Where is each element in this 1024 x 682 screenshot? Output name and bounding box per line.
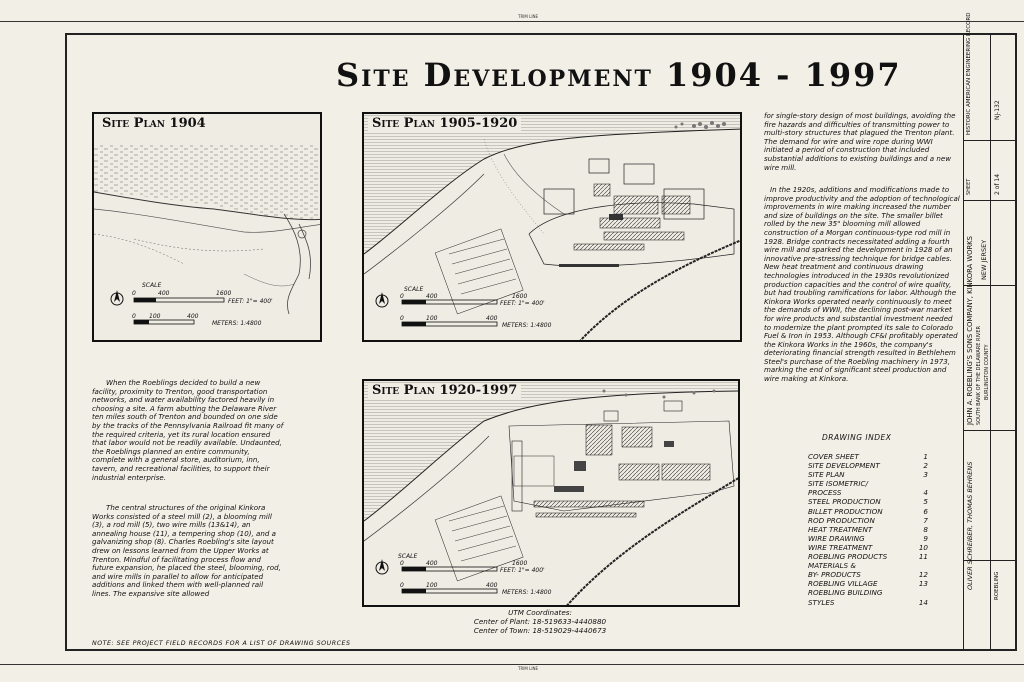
site-plan-1904-panel (92, 112, 322, 342)
feet-tick-0: 0 (132, 290, 136, 297)
drawing-index-row (808, 588, 928, 597)
drawing-index-name: WIRE TREATMENT (808, 542, 873, 552)
feet-tick-1600: 1600 (216, 290, 232, 297)
scale-label: SCALE (404, 286, 424, 293)
drawing-index-list (808, 452, 928, 607)
drawing-index-name: MATERIALS & (808, 561, 857, 571)
drawing-index-name: SITE PLAN (808, 470, 845, 480)
drawing-index-number: 9 (923, 533, 928, 543)
drawing-index-name: PROCESS (808, 488, 842, 498)
meter-scale-label: METERS: 1:4800 (502, 589, 552, 596)
meter-tick-100: 100 (426, 315, 438, 322)
drawing-sources-note: NOTE: SEE PROJECT FIELD RECORDS FOR A LIST OF DRAWING SOURCES (92, 640, 351, 647)
drawing-index-number: 7 (923, 515, 928, 525)
drawing-index-row (808, 488, 928, 497)
survey-number: NJ-132 (994, 100, 1001, 120)
drawing-index-number: 10 (918, 542, 928, 552)
drawing-index-name: BY- PRODUCTS (808, 570, 861, 580)
drawing-index-row (808, 479, 928, 488)
meter-tick-400: 400 (486, 315, 498, 322)
drawing-index-number: 5 (923, 497, 928, 507)
drawing-index-name: BILLET PRODUCTION (808, 506, 883, 516)
drawing-index-row (808, 507, 928, 516)
drawing-index-number: 13 (918, 579, 928, 589)
feet-scale-label: FEET: 1"= 400' (500, 567, 545, 574)
drawing-index-number: 8 (923, 524, 928, 534)
bottom-trim-label: TRIM LINE (518, 666, 539, 671)
drawing-index-name: SITE ISOMETRIC/ (808, 479, 868, 489)
drawing-index-row (808, 598, 928, 607)
drawing-index-name: STEEL PRODUCTION (808, 497, 881, 507)
drawing-index-row (808, 579, 928, 588)
drawing-index-name: COVER SHEET (808, 452, 859, 461)
utm-plant: Center of Plant: 18-519633-4440880 (473, 617, 607, 626)
scale-label: SCALE (142, 282, 162, 289)
state: NEW JERSEY (980, 239, 988, 280)
project-name: JOHN A. ROEBLING'S SONS COMPANY, KINKORA WORKS (966, 236, 974, 425)
drawing-index-name: ROEBLING BUILDING (808, 588, 883, 598)
drawing-index-number: 11 (918, 552, 928, 562)
drawing-index-number: 3 (923, 470, 928, 480)
title-block-divider (963, 33, 964, 651)
feet-tick-400: 400 (426, 560, 438, 567)
narrative-paragraph-1: When the Roeblings decided to build a new facility, proximity to Trenton, good transportation networks, and water availability factored heavily in choosing a site. A farm abutting the Delaware River ten miles south of Trenton and bounded on one side by the tracks of the Pennsylvania Railroad fit many of the required criteria, yet its rural location ensured that labor would not be readily available. Undaunted, the Roeblings planned an entire community, complete with a general store, auditorium, inn, tavern, and recreational facilities, to support their industrial enterprise. (92, 378, 284, 482)
site-plan-1905-1920-title: Site Plan 1905-1920 (368, 116, 521, 131)
title-block-divider (990, 33, 991, 651)
meter-tick-100: 100 (426, 582, 438, 589)
feet-tick-400: 400 (158, 290, 170, 297)
narrative-paragraph-3: for single-story design of most buildings, avoiding the fire hazards and difficulties of transmitting power to multi-story structures that plagued the Trenton plant. The demand for wire and wire rope during WWI initiated a period of construction that included substantial additions to existing buildings and a new wire mill. (764, 111, 956, 172)
scale-bar-graphic (364, 381, 740, 607)
drawing-index-name: STYLES (808, 597, 835, 607)
feet-tick-1600: 1600 (512, 560, 528, 567)
meter-tick-0: 0 (132, 313, 136, 320)
drawing-index-name: SITE DEVELOPMENT (808, 461, 880, 471)
meter-tick-100: 100 (149, 313, 161, 320)
drawing-index-name: ROD PRODUCTION (808, 515, 875, 525)
drawing-index-row (808, 470, 928, 479)
feet-tick-400: 400 (426, 293, 438, 300)
drawing-index-number: 4 (923, 488, 928, 498)
utm-coordinates (455, 608, 625, 635)
meter-tick-0: 0 (400, 582, 404, 589)
page-title: Site Development 1904 - 1997 (336, 56, 902, 94)
drawing-index-number: 12 (918, 570, 928, 580)
drawing-index-name: HEAT TREATMENT (808, 524, 873, 534)
scale-bar-graphic (364, 114, 742, 342)
scale-bar-graphic (94, 114, 322, 342)
drawing-index-row (808, 525, 928, 534)
site-plan-1920-1997-title: Site Plan 1920-1997 (368, 383, 521, 398)
drawing-index-row (808, 461, 928, 470)
drawing-index-number: 1 (923, 452, 928, 461)
feet-tick-1600: 1600 (512, 293, 528, 300)
meter-scale-label: METERS: 1:4800 (502, 322, 552, 329)
project-county: BURLINGTON COUNTY (984, 344, 990, 400)
feet-scale-label: FEET: 1"= 400' (500, 300, 545, 307)
feet-scale-label: FEET: 1"= 400' (228, 298, 273, 305)
drawing-index-name: ROEBLING VILLAGE (808, 579, 878, 589)
program-name: HISTORIC AMERICAN ENGINEERING RECORD (966, 12, 972, 135)
drawing-index-row (808, 561, 928, 570)
drawing-index-row (808, 552, 928, 561)
utm-town: Center of Town: 18-519029-4440673 (473, 626, 607, 635)
site-plan-1920-1997-panel (362, 379, 740, 607)
drawing-index-name: ROEBLING PRODUCTS (808, 552, 888, 562)
project-location: SOUTH BANK OF THE DELAWARE RIVER (976, 326, 982, 425)
drawing-index-number: 2 (923, 461, 928, 471)
meter-tick-0: 0 (400, 315, 404, 322)
drawing-index-row (808, 570, 928, 579)
site-plan-1905-1920-panel (362, 112, 742, 342)
delineator: OLIVER SCHREIBER, THOMAS BEHRENS (966, 461, 974, 590)
utm-title: UTM Coordinates: (508, 608, 572, 617)
bottom-trim-line (0, 664, 1024, 665)
meter-scale-label: METERS: 1:4800 (212, 320, 262, 327)
feet-tick-0: 0 (400, 560, 404, 567)
sheet-number: 2 of 14 (994, 173, 1001, 195)
meter-tick-400: 400 (187, 313, 199, 320)
drawing-index-number: 14 (918, 597, 928, 607)
meter-tick-400: 400 (486, 582, 498, 589)
drawing-index-row (808, 543, 928, 552)
drawing-index-row (808, 534, 928, 543)
sheet-label: SHEET (966, 178, 972, 195)
site-plan-1904-title: Site Plan 1904 (98, 116, 210, 131)
feet-tick-0: 0 (400, 293, 404, 300)
scale-label: SCALE (398, 553, 418, 560)
drawing-index-number: 6 (923, 506, 928, 516)
drawing-index-row (808, 497, 928, 506)
drawing-index-title: DRAWING INDEX (822, 433, 892, 442)
file-name: ROEBLING (994, 571, 1000, 600)
narrative-paragraph-2: The central structures of the original Kinkora Works consisted of a steel mill (2), a blooming mill (3), a rod mill (5), two wire mills (13&14), an annealing house (11), a tempering shop (10), and a galvanizing shop (8). Charles Roebling's site layout drew on lessons learned from the Upper Works at Trenton. Mindful of facilitating process flow and future expansion, he placed the steel, blooming, rod, and wire mills in parallel to allow for anticipated additions and linked them with well-planned rail lines. The expansive site allowed (92, 503, 281, 598)
drawing-index-name: WIRE DRAWING (808, 533, 865, 543)
top-trim-label: TRIM LINE (518, 14, 539, 19)
drawing-index-row (808, 452, 928, 461)
top-trim-line (0, 21, 1024, 22)
drawing-index-row (808, 516, 928, 525)
narrative-paragraph-4: In the 1920s, additions and modifications made to improve productivity and the adoption of technological improvements in wire making increased the number and size of buildings on the site. The smaller billet rolled by the new 35" blooming mill allowed construction of a Morgan continuous-type rod mill in 1928. Bridge contracts necessitated adding a fourth wire mill and sparked the development in 1928 of an innovative pre-stressing technique for bridge cables. New heat treatment and continuous drawing technologies introduced in the 1930s revolutionized production capacities and the control of wire quality, but had troubling ramifications for labor. Although the Kinkora Works operated nearly continuously to meet the demands of WWII, the declining post-war market for wire products and substantial investment needed to modernize the plant prompted its sale to Colorado Fuel & Iron in 1953. Although CF&I profitably operated the Kinkora Works in the 1960s, the company's deteriorating financial strength resulted in Bethlehem Steel's purchase of the Roebling machinery in 1973, marking the end of significant steel production and wire making at Kinkora. (764, 185, 960, 384)
